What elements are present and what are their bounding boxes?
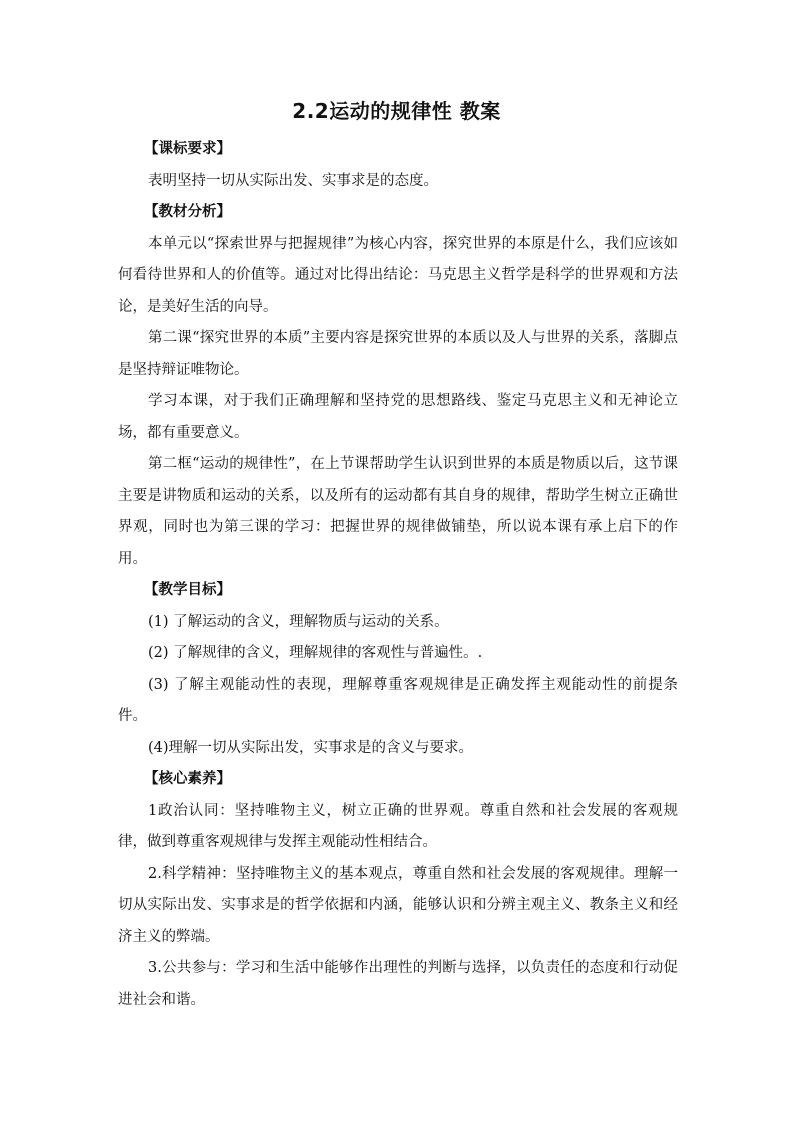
goal-item: (3) 了解主观能动性的表现，理解尊重客观规律是正确发挥主观能动性的前提条件。 <box>118 676 678 724</box>
paragraph: 学习本课，对于我们正确理解和坚持党的思想路线、鉴定马克思主义和无神论立场，都有重要意义。 <box>118 393 678 441</box>
section-heading-core-literacy: 【核心素养】 <box>144 771 231 787</box>
section-heading-curriculum: 【课标要求】 <box>144 141 231 157</box>
section-heading-teaching-goals: 【教学目标】 <box>144 582 231 598</box>
paragraph: 表明坚持一切从实际出发、实事求是的态度。 <box>148 172 438 189</box>
goal-item: (1) 了解运动的含义，理解物质与运动的关系。 <box>148 613 449 630</box>
section-heading-textbook-analysis: 【教材分析】 <box>144 204 231 220</box>
literacy-item: 2.科学精神：坚持唯物主义的基本观点，尊重自然和社会发展的客观规律。理解一切从实际出发、实事求是的哲学依据和内涵，能够认识和分辨主观主义、教条主义和经济主义的弊端。 <box>118 865 678 945</box>
document-body <box>118 134 678 1016</box>
goal-item: (4)理解一切从实际出发，实事求是的含义与要求。 <box>148 739 474 756</box>
document-title: 2.2运动的规律性 教案 <box>292 99 501 123</box>
paragraph: 第二课“探究世界的本质”主要内容是探究世界的本质以及人与世界的关系，落脚点是坚持辩证唯物论。 <box>118 330 678 378</box>
goal-item: (2) 了解规律的含义，理解规律的客观性与普遍性。. <box>148 645 483 661</box>
paragraph: 第二框“运动的规律性”，在上节课帮助学生认识到世界的本质是物质以后，这节课主要是讲物质和运动的关系，以及所有的运动都有其自身的规律，帮助学生树立正确世界观，同时也为第三课的学习：把握世界的规律做铺垫，所以说本课有承上启下的作用。 <box>118 456 678 567</box>
literacy-item: 1政治认同：坚持唯物主义，树立正确的世界观。尊重自然和社会发展的客观规律，做到尊重客观规律与发挥主观能动性相结合。 <box>118 802 678 850</box>
literacy-item: 3.公共参与：学习和生活中能够作出理性的判断与选择，以负责任的态度和行动促进社会和谐。 <box>118 960 678 1008</box>
paragraph: 本单元以“探索世界与把握规律”为核心内容，探究世界的本原是什么，我们应该如何看待世界和人的价值等。通过对比得出结论：马克思主义哲学是科学的世界观和方法论，是美好生活的向导。 <box>118 235 678 315</box>
